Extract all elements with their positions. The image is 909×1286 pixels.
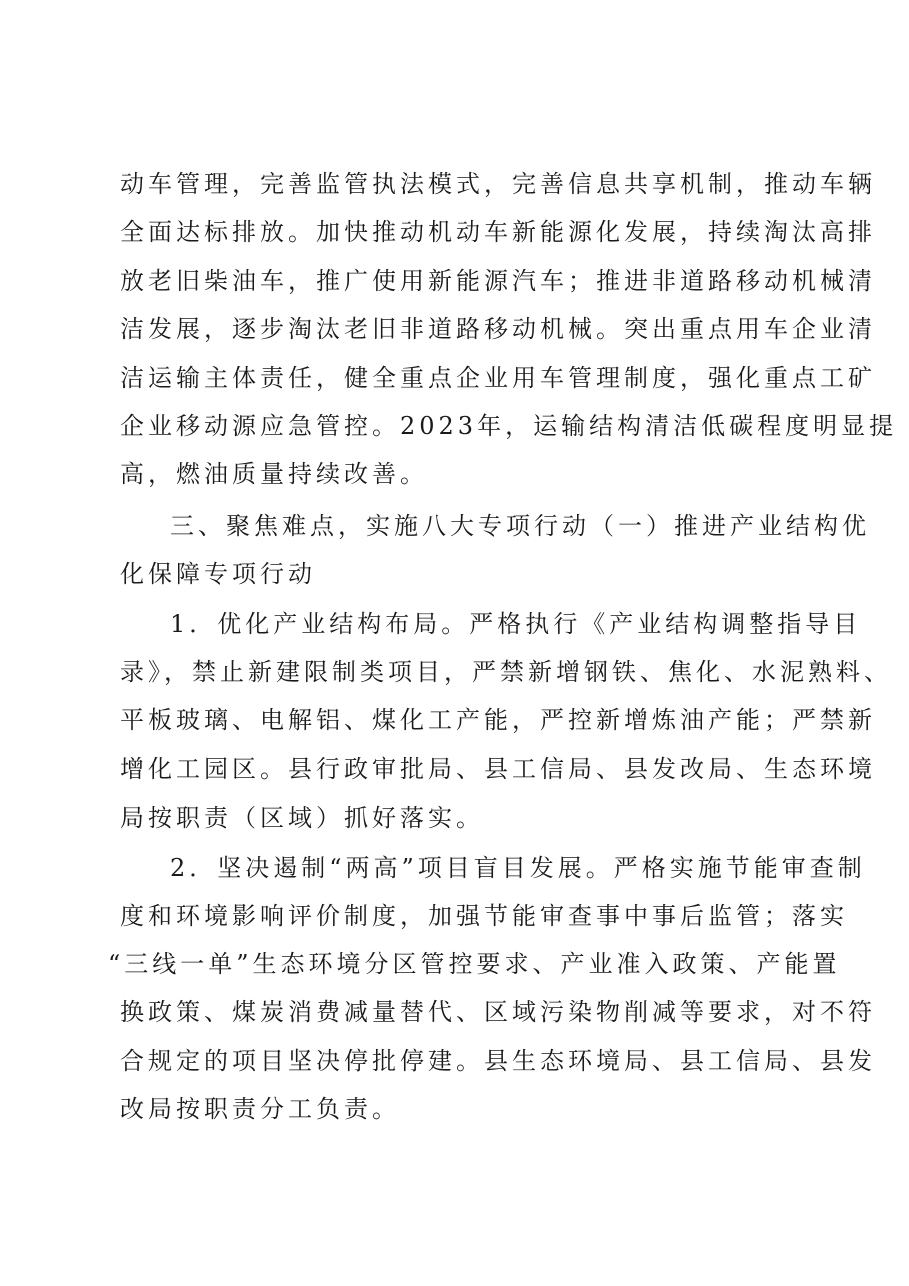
section-heading-cont: 化保障专项行动 (120, 560, 316, 588)
text-line: 洁发展，逐步淘汰老旧非道路移动机械。突出重点用车企业清 (120, 315, 876, 343)
text-line: 合规定的项目坚决停批停建。县生态环境局、县工信局、县发 (120, 1047, 876, 1075)
text-line: 全面达标排放。加快推动机动车新能源化发展，持续淘汰高排 (120, 218, 876, 246)
text-line: “三线一单”生态环境分区管控要求、产业准入政策、产能置 (108, 950, 841, 978)
text-line: 局按职责（区域）抓好落实。 (120, 804, 484, 832)
text-line: 录》，禁止新建限制类项目，严禁新增钢铁、焦化、水泥熟料、 (120, 658, 892, 686)
text-line: 增化工园区。县行政审批局、县工信局、县发改局、生态环境 (120, 755, 876, 783)
text-line: 动车管理，完善监管执法模式，完善信息共享机制，推动车辆 (120, 170, 876, 198)
item-1-heading: 1．优化产业结构布局。严格执行《产业结构调整指导目 (170, 610, 862, 638)
text-line: 度和环境影响评价制度，加强节能审查事中事后监管；落实 (120, 902, 848, 930)
text-line: 企业移动源应急管控。2023年，运输结构清洁低碳程度明显提 (120, 412, 898, 440)
text-line: 换政策、煤炭消费减量替代、区域污染物削减等要求，对不符 (120, 998, 876, 1026)
text-line: 平板玻璃、电解铝、煤化工产能，严控新增炼油产能；严禁新 (120, 706, 876, 734)
section-heading: 三、聚焦难点，实施八大专项行动（一）推进产业结构优 (170, 512, 870, 540)
item-2-heading: 2．坚决遏制“两高”项目盲目发展。严格实施节能审查制 (170, 854, 866, 882)
text-line: 放老旧柴油车，推广使用新能源汽车；推进非道路移动机械清 (120, 267, 876, 295)
text-line: 高，燃油质量持续改善。 (120, 460, 428, 488)
text-line: 改局按职责分工负责。 (120, 1095, 400, 1123)
text-line: 洁运输主体责任，健全重点企业用车管理制度，强化重点工矿 (120, 364, 876, 392)
